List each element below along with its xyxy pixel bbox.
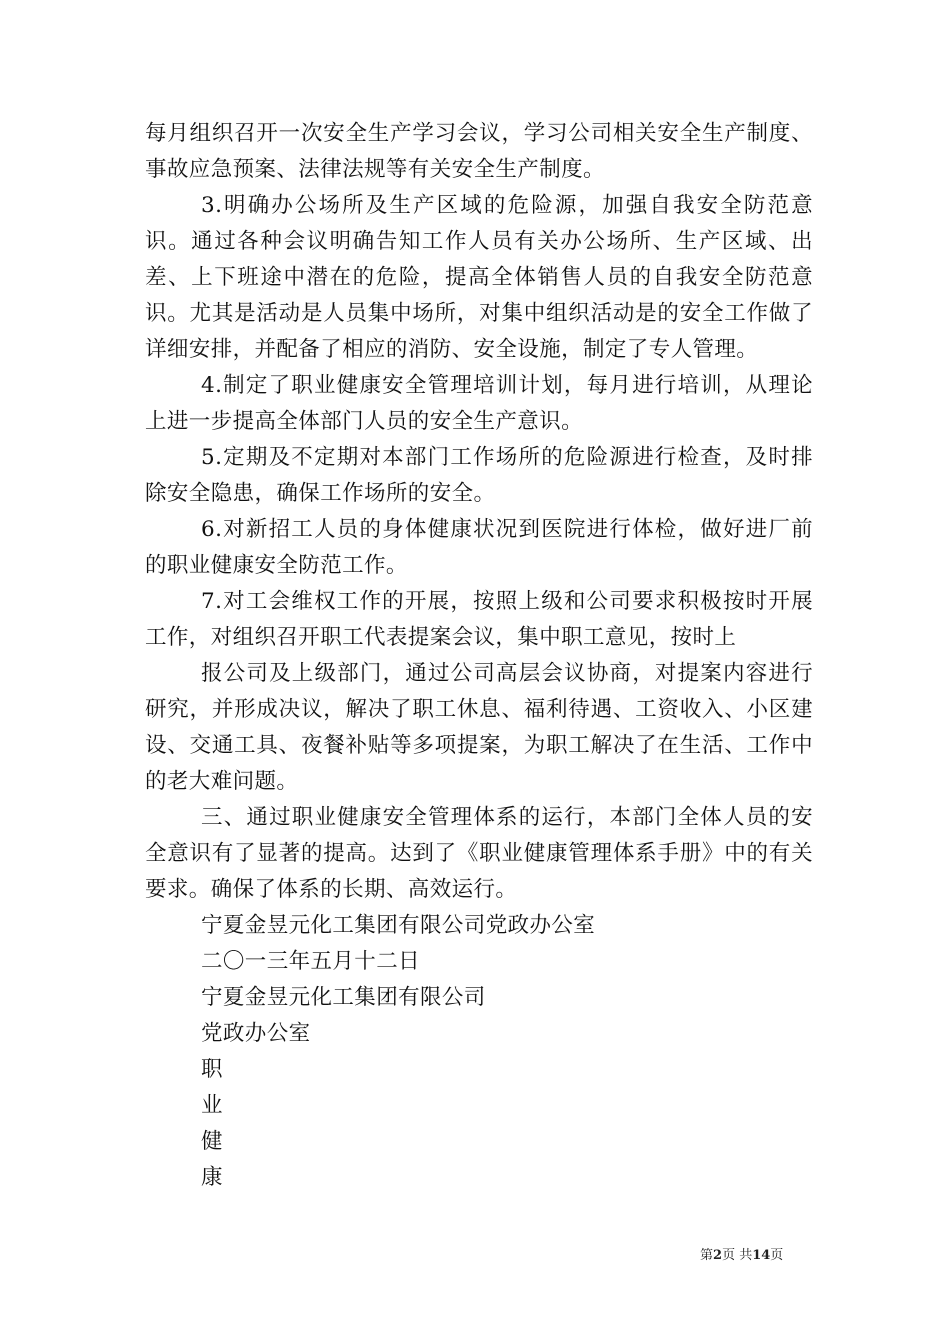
vertical-char-4: 康 (201, 1165, 223, 1190)
signature-dept: 党政办公室 (201, 1021, 311, 1046)
footer-suffix: 页 (770, 1248, 784, 1263)
signature-org-dept: 宁夏金昱元化工集团有限公司党政办公室 (201, 913, 596, 938)
paragraph-item-7-continued: 报公司及上级部门，通过公司高层会议协商，对提案内容进行研究，并形成决议，解决了职工休息、福利待遇、工资收入、小区建设、交通工具、夜餐补贴等多项提案，为职工解决了在生活、工作中的老大难问题。 (145, 661, 813, 794)
paragraph-item-4: 4.制定了职业健康安全管理培训计划，每月进行培训，从理论上进一步提高全体部门人员的安全生产意识。 (145, 373, 813, 434)
paragraph-item-7: 7.对工会维权工作的开展，按照上级和公司要求积极按时开展工作，对组织召开职工代表提案会议，集中职工意见，按时上 (145, 589, 813, 650)
paragraph-item-5: 5.定期及不定期对本部门工作场所的危险源进行检查，及时排除安全隐患，确保工作场所的安全。 (145, 445, 813, 506)
paragraph-item-6: 6.对新招工人员的身体健康状况到医院进行体检，做好进厂前的职业健康安全防范工作。 (145, 517, 813, 578)
vertical-char-1: 职 (201, 1057, 223, 1082)
footer-total-pages: 14 (752, 1248, 771, 1263)
page-footer (700, 1247, 783, 1265)
footer-page-number: 2 (713, 1248, 723, 1263)
signature-date: 二〇一三年五月十二日 (201, 949, 421, 974)
footer-prefix: 第 (700, 1248, 714, 1263)
footer-middle: 页 共 (722, 1248, 753, 1263)
document-body (145, 116, 813, 1196)
paragraph-item-3: 3.明确办公场所及生产区域的危险源，加强自我安全防范意识。通过各种会议明确告知工作人员有关办公场所、生产区域、出差、上下班途中潜在的危险，提高全体销售人员的自我安全防范意识。尤其是活动是人员集中场所，对集中组织活动是的安全工作做了详细安排，并配备了相应的消防、安全设施，制定了专人管理。 (145, 193, 813, 362)
vertical-char-3: 健 (201, 1129, 223, 1154)
paragraph-continuation: 每月组织召开一次安全生产学习会议，学习公司相关安全生产制度、事故应急预案、法律法规等有关安全生产制度。 (145, 121, 813, 182)
vertical-char-2: 业 (201, 1093, 223, 1118)
paragraph-conclusion: 三、通过职业健康安全管理体系的运行，本部门全体人员的安全意识有了显著的提高。达到了《职业健康管理体系手册》中的有关要求。确保了体系的长期、高效运行。 (145, 805, 813, 902)
signature-org: 宁夏金昱元化工集团有限公司 (201, 985, 486, 1010)
